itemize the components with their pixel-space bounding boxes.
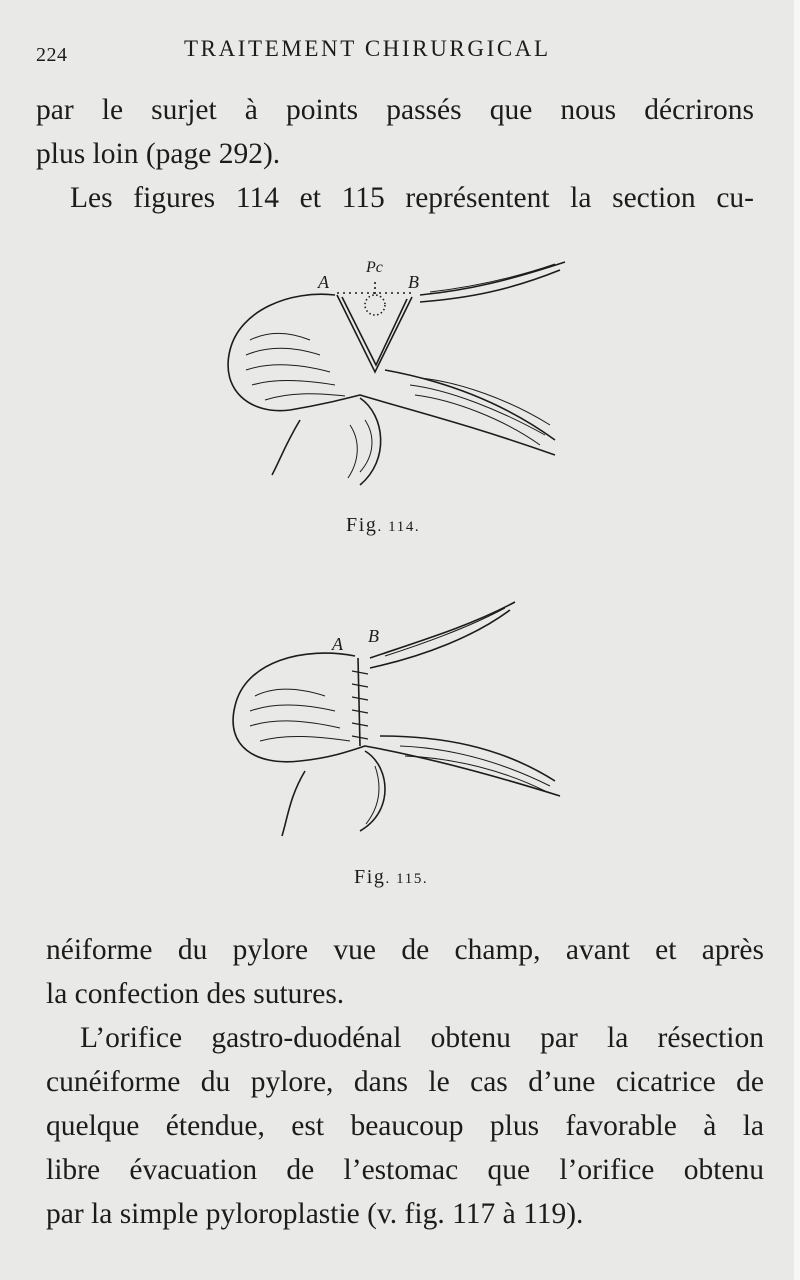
caption-number: . 115.: [385, 871, 429, 887]
caption-fig: Fig: [346, 514, 378, 536]
text-line: Les figures 114 et 115 représentent la section cu-: [70, 182, 754, 214]
text-line: par le surjet à points passés que nous décrirons: [36, 94, 754, 126]
text-line: libre évacuation de l’estomac que l’orifice obtenu: [46, 1154, 764, 1186]
running-head: TRAITEMENT CHIRURGICAL: [184, 36, 551, 61]
paragraph-bottom: [46, 928, 764, 1236]
text-line: quelque étendue, est beaucoup plus favorable à la: [46, 1110, 764, 1142]
label-a: A: [318, 272, 329, 292]
caption-fig: Fig: [354, 866, 386, 888]
figure-114-caption: [346, 514, 420, 537]
text-line: cunéiforme du pylore, dans le cas d’une cicatrice de: [46, 1066, 764, 1098]
paragraph-top: [36, 88, 754, 220]
label-b: B: [408, 272, 419, 292]
figure-115-illustration: [210, 596, 580, 856]
text-line: L’orifice gastro-duodénal obtenu par la résection: [80, 1022, 764, 1054]
text-line: la confection des sutures.: [46, 978, 345, 1010]
caption-number: . 114.: [377, 519, 421, 535]
text-line: plus loin (page 292).: [36, 138, 281, 170]
page-edge: [794, 0, 800, 1280]
label-pc: Pc: [366, 259, 383, 276]
figure-115-caption: [354, 866, 428, 889]
label-b: B: [368, 626, 379, 646]
page-header: [36, 36, 736, 70]
page-number: 224: [36, 44, 68, 66]
figure-114-illustration: [210, 250, 580, 510]
text-line: par la simple pyloroplastie (v. fig. 117 à 119).: [46, 1198, 584, 1230]
text-line: néiforme du pylore vue de champ, avant et après: [46, 934, 764, 966]
label-a: A: [332, 634, 343, 654]
